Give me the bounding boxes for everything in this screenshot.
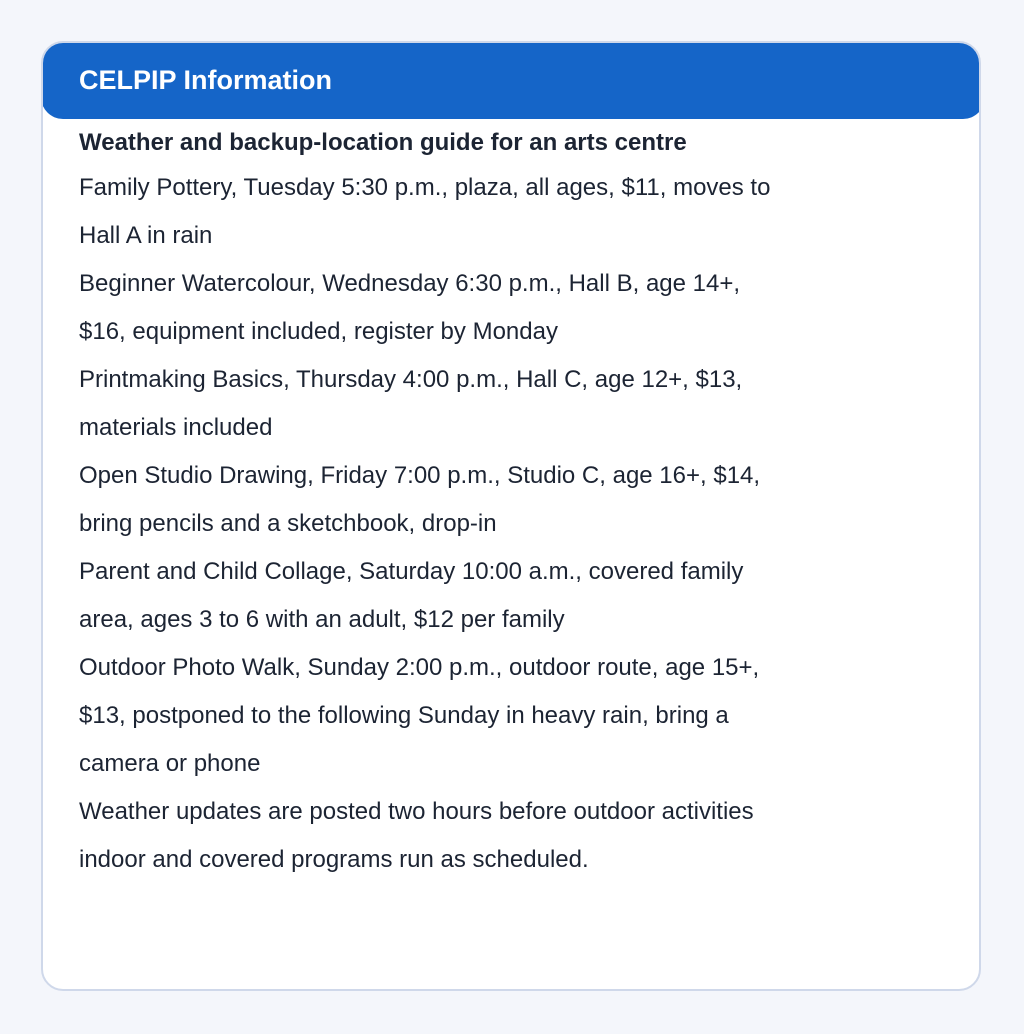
card-header bbox=[41, 41, 981, 119]
schedule-item: Open Studio Drawing, Friday 7:00 p.m., Studio C, age 16+, $14, bring pencils and a sketchbook, drop-in bbox=[79, 462, 761, 537]
weather-note: Weather updates are posted two hours before outdoor activities bbox=[79, 798, 754, 825]
card-title: CELPIP Information bbox=[79, 65, 333, 95]
schedule-item: Printmaking Basics, Thursday 4:00 p.m., Hall C, age 12+, $13, materials included bbox=[79, 366, 743, 441]
info-card bbox=[41, 41, 981, 991]
schedule-item: Parent and Child Collage, Saturday 10:00 a.m., covered family area, ages 3 to 6 with an adult, $12 per family bbox=[79, 558, 744, 633]
schedule-item: Outdoor Photo Walk, Sunday 2:00 p.m., outdoor route, age 15+, $13, postponed to the following Sunday in heavy rain, bring a camera or phone bbox=[79, 654, 760, 777]
schedule-item: Beginner Watercolour, Wednesday 6:30 p.m., Hall B, age 14+, $16, equipment included, register by Monday bbox=[79, 270, 741, 345]
card-subtitle: Weather and backup-location guide for an arts centre bbox=[79, 129, 687, 156]
card-body bbox=[79, 122, 779, 884]
schedule-note: indoor and covered programs run as scheduled. bbox=[79, 846, 589, 873]
schedule-item: Family Pottery, Tuesday 5:30 p.m., plaza, all ages, $11, moves to Hall A in rain bbox=[79, 174, 771, 249]
